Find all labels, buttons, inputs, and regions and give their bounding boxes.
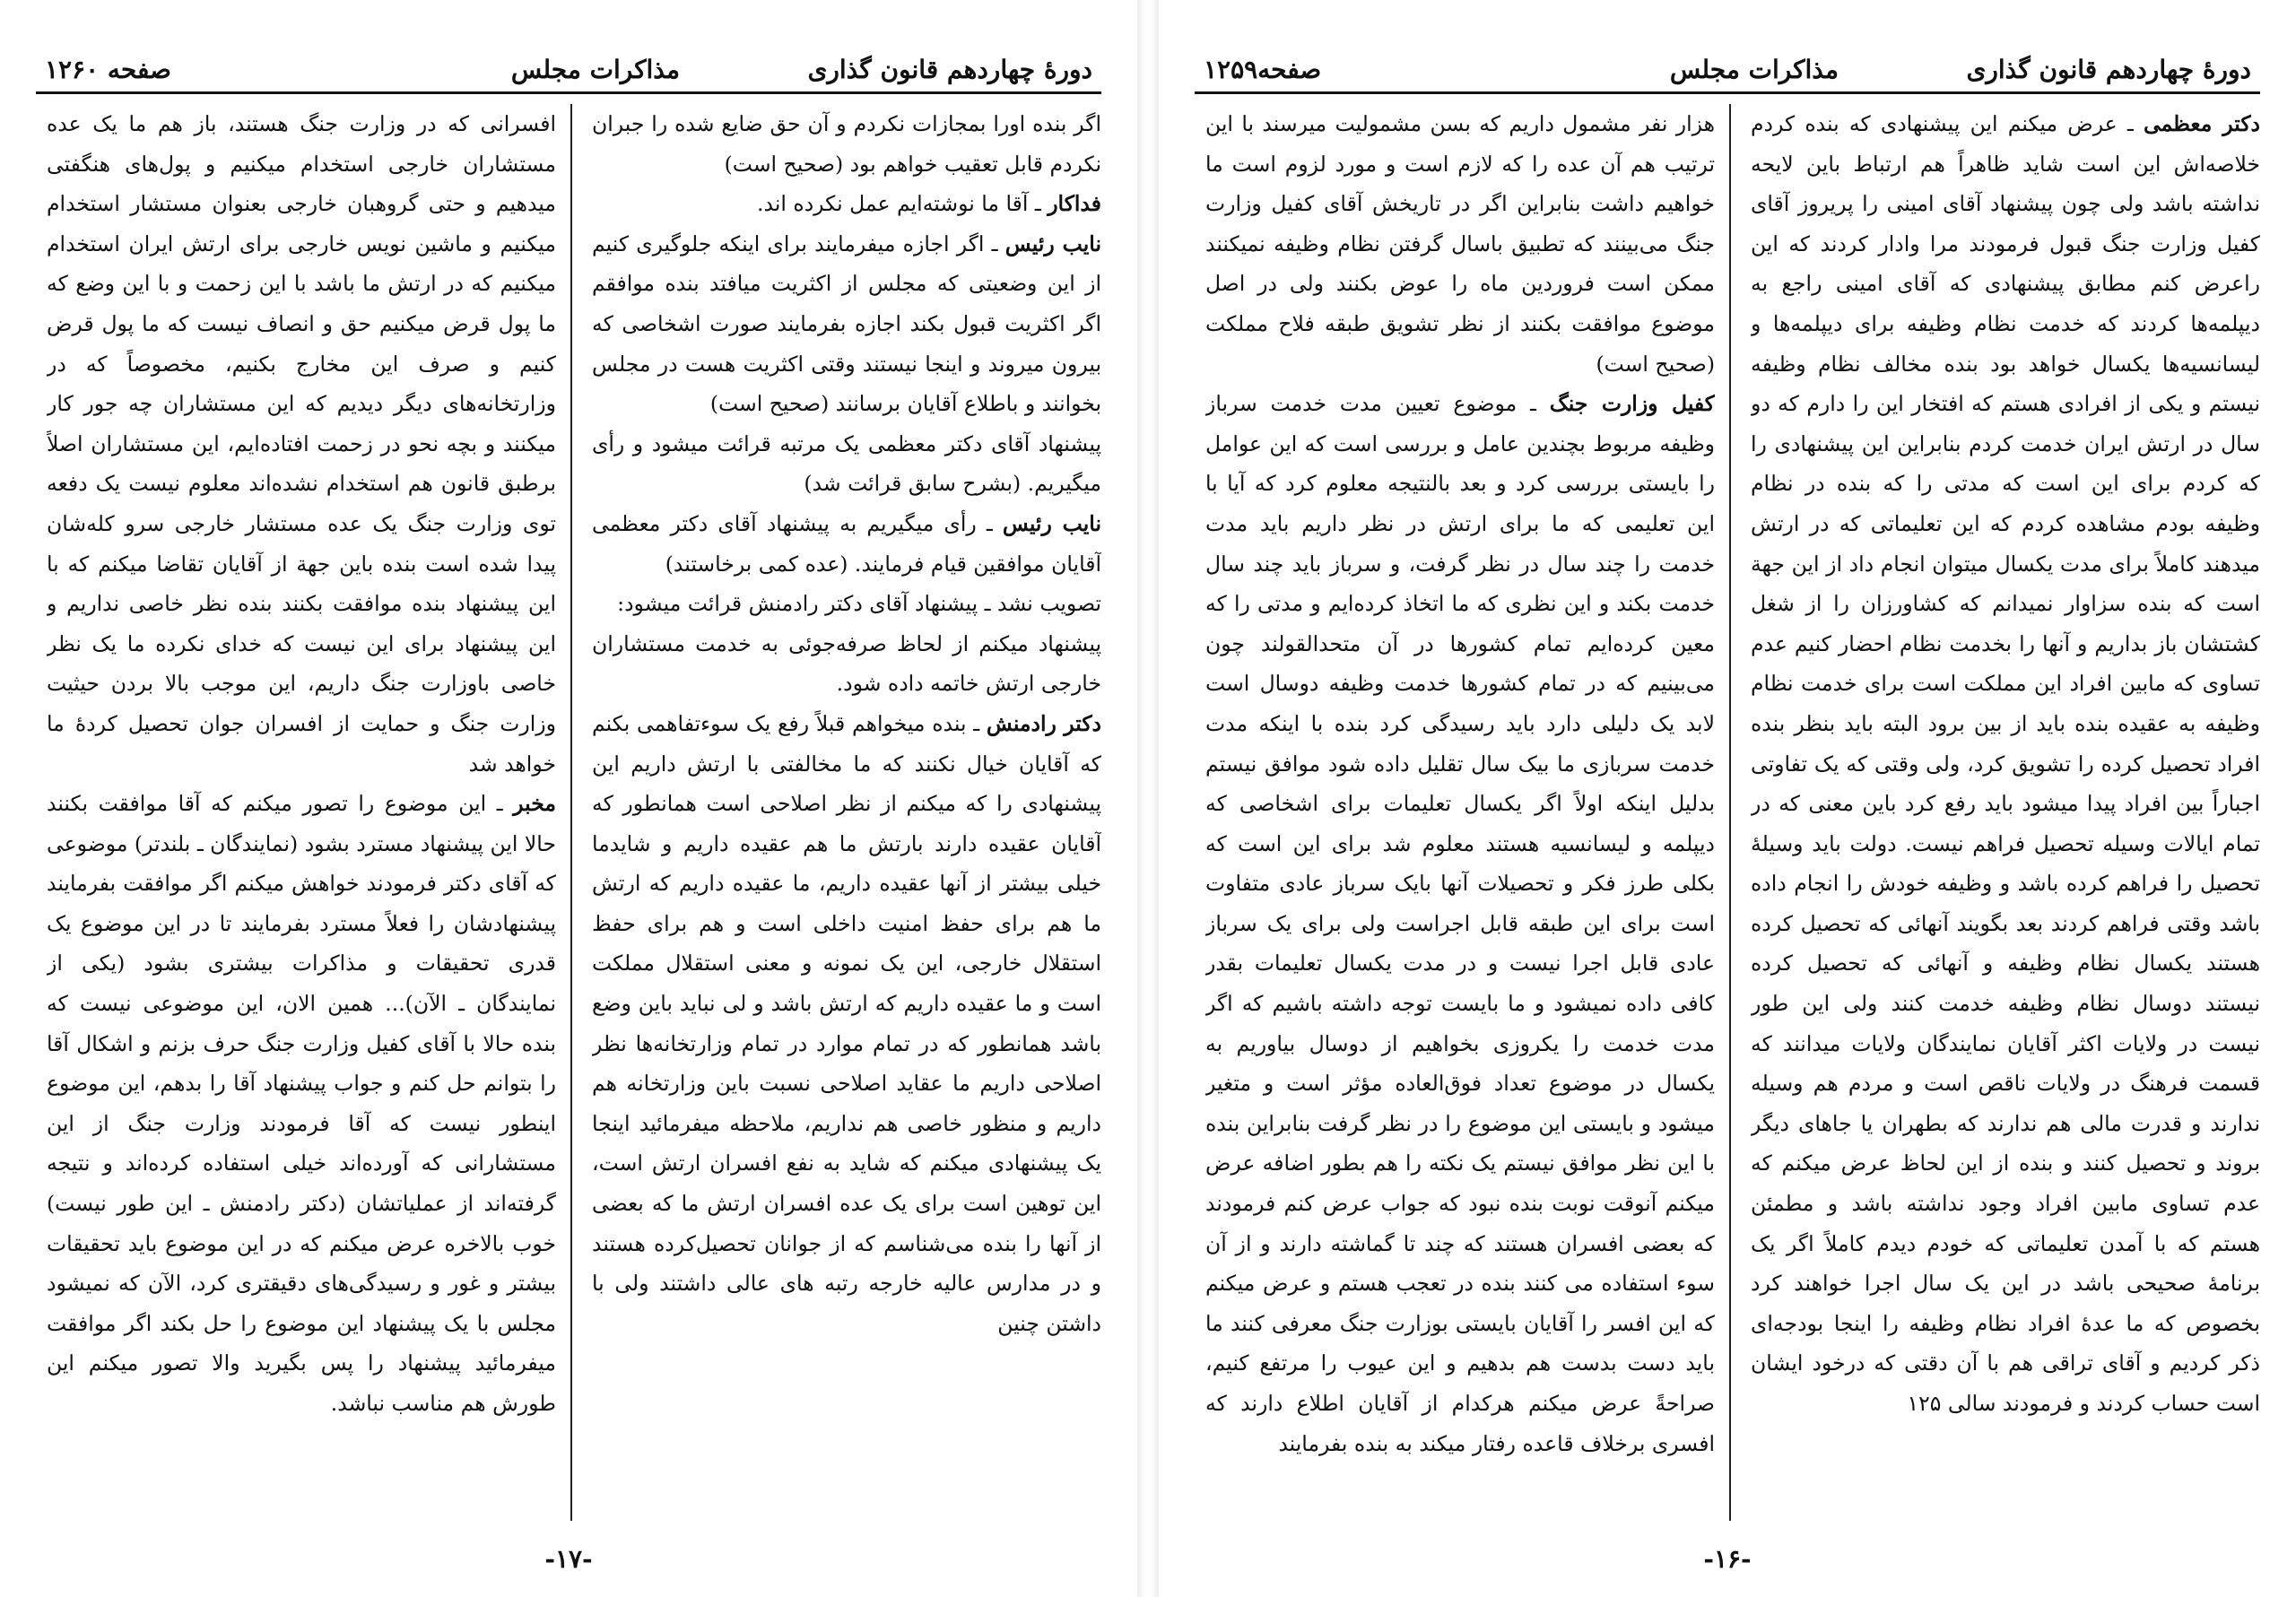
speaker-name: نایب رئیس xyxy=(1002,510,1101,536)
text-column-right xyxy=(592,104,1101,1521)
session-title: دورهٔ چهاردهم قانون گذاری xyxy=(1966,55,2251,84)
paragraph xyxy=(1205,384,1715,1463)
paragraph-text: ـ رأی میگیریم به پیشنهاد آقای دکتر معظمی آقایان موافقین قیام فرمایند. (عده کمی برخاستند) xyxy=(592,510,1101,577)
book-spine xyxy=(1137,0,1159,1597)
column-divider xyxy=(1729,104,1731,1521)
paragraph xyxy=(592,184,1101,224)
paragraph-text: ـ عرض میکنم این پیشنهادی که بنده کردم خلاصه‌اش این است شاید ظاهراً هم ارتباط باین لایحه نداشته باشد ولی چون پیشنهاد آقای امینی را پریروز آقای کفیل وزارت جنگ قبول فرمودند مرا وادار کردند که این راعرض کنم مطابق پیشنهادی که آقای امینی راجع به دیپلمه‌ها کردند که خدمت نظام وظیفه برای دیپلمه‌ها و لیسانسیه‌ها یکسال خواهد بود بنده مخالف نظام وظیفه نیستم و یکی از افرادی هستم که افتخار این را دارم که دو سال در ارتش ایران خدمت کردم بنابراین این پیشنهادی را که کردم برای این است که مدتی را که بنده در نظام وظیفه بودم مشاهده کردم که این تعلیماتی که در ارتش میدهند کاملاً برای مدت یکسال میتوان انجام داد از این جهة است که بنده سزاوار نمیدانم که کشاورزان را از شغل کشتشان باز بداریم و آنها را بخدمت نظام احضار کنیم عدم تساوی که مابین افراد این مملکت است برای خدمت نظام وظیفه به عقیده بنده باید از بین برود البته باید بنظر بنده افراد تحصیل کرده را تشویق کرد، ولی وقتی که یک تفاوتی اجباراً بین افراد پیدا میشود باید رفع کرد باین معنی که در تمام ایالات وسیله تحصیل فراهم نیست. دولت باید وسیلهٔ تحصیل را فراهم کرده باشد و وظیفه خودش را انجام داده باشد وقتی فراهم کردند بعد بگویند آنهائی که تحصیل کرده هستند یکسال نظام وظیفه و آنهائی که تحصیل کرده نیستند دوسال نظام وظیفه خدمت کنند ولی این طور نیست در ولایات اکثر آقایان نمایندگان ولایات میدانند که قسمت فرهنگ در ولایات ناقص است و مردم هم وسیله ندارند و قدرت مالی هم ندارند که بطهران یا جاهای دیگر بروند و تحصیل کنند و بنده از این لحاظ عرض میکنم که عدم تساوی مابین افراد وجود نداشته باشد و مطمئن هستم که با آمدن تعلیماتی که خودم دیدم کاملاً اگر یک برنامهٔ صحیحی باشد در این یک سال اجرا خواهند کرد بخصوص که ما عدهٔ افراد نظام وظیفه را اینجا بودجه‌ای ذکر کردیم و آقای تراقی هم با آن دقتی که درخود ایشان است حساب کردند و فرمودند سالی ۱۲۵ xyxy=(1751,111,2260,1416)
paragraph-text: اگر بنده اورا بمجازات نکردم و آن حق ضایع شده را جبران نکردم قابل تعقیب خواهم بود (صحیح است) xyxy=(592,111,1101,177)
page-header xyxy=(1195,41,2260,94)
paragraph-text: افسرانی که در وزارت جنگ هستند، باز هم ما یک عده مستشاران خارجی استخدام میکنیم و پول‌های هنگفتی میدهیم و حتی گروهبان خارجی بعنوان مستشار استخدام میکنیم و ماشین نویس خارجی برای ارتش ایران استخدام میکنیم که در ارتش ما باشد با این زحمت و با این وضع که ما پول قرض میکنیم حق و انصاف نیست که ما پول قرض کنیم و صرف این مخارج بکنیم، مخصوصاً که در وزارتخانه‌های دیگر دیدیم که این مستشاران چه جور کار میکنند و بچه نحو در زحمت افتاده‌ایم، این مستشاران اصلاً برطبق قانون هم استخدام نشده‌اند معلوم نیست یک دفعه توی وزارت جنگ یک عده مستشار خارجی سرو کله‌شان پیدا شده است بنده باین جهة از آقایان تقاضا میکنم که با این پیشنهاد بنده موافقت بکنند بنده نظر خاصی نداریم و این پیشنهاد برای این نیست که خدای نکرده ما یک نظر خاصی باوزارت جنگ داریم، این موجب بالا بردن حیثیت وزارت جنگ و حمایت از افسران جوان تحصیل کردهٔ ما خواهد شد xyxy=(47,111,556,777)
page-label: صفحه ۱۲۶۰ xyxy=(45,55,171,84)
publication-title: مذاکرات مجلس xyxy=(1669,55,1839,84)
paragraph xyxy=(47,784,556,1424)
text-column-right xyxy=(1751,104,2260,1521)
paragraph-text: هزار نفر مشمول داریم که بسن مشمولیت میرسند با این ترتیب هم آن عده را که لازم است و مورد لزوم است ما خواهیم داشت بنابراین اگر در تاریخش آقای کفیل وزارت جنگ می‌بینند که تطبیق باسال گرفتن نظام وظیفه نمیکنند ممکن است فروردین ماه را عوض بکنند ولی در اصل موضوع موافقت بکنند از نظر تشویق طبقه فلاح مملکت (صحیح است) xyxy=(1205,111,1715,377)
paragraph xyxy=(592,424,1101,504)
page-label: صفحه۱۲۵۹ xyxy=(1204,55,1322,84)
paragraph-text: ـ بنده میخواهم قبلاً رفع یک سوءتفاهمی بکنم که آقایان خیال نکنند که ما مخالفتی با ارتش داریم این پیشنهادی را که میکنم از نظر اصلاحی است همانطور که آقایان عقیده دارند بارتش ما هم عقیده داریم و شایدما خیلی بیشتر از آنها عقیده داریم، ما عقیده داریم که ارتش ما هم برای حفظ امنیت داخلی است و هم برای حفظ استقلال خارجی، این یک نمونه و معنی استقلال مملکت است و ما عقیده داریم که ارتش باشد و لی نباید باین وضع باشد همانطور که در تمام موارد در تمام وزارتخانه‌ها نظر اصلاحی داریم ما عقاید اصلاحی نسبت باین وزارتخانه هم داریم و منظور خاصی هم نداریم، ملاحظه میفرمائید اینجا یک پیشنهادی میکنم که شاید به نفع افسران ارتش است، این توهین است برای یک عده افسران ارتش ما که بعضی از آنها را بنده می‌شناسم که از جوانان تحصیل‌کرده هستند و در مدارس عالیه خارجه رتبه های عالی داشتند ولی با داشتن چنین xyxy=(592,710,1101,1336)
paragraph-text: پیشنهاد آقای دکتر معظمی یک مرتبه قرائت میشود و رأی میگیریم. (بشرح سابق قرائت شد) xyxy=(592,430,1101,497)
speaker-name: دکتر رادمنش xyxy=(986,710,1101,736)
text-column-left xyxy=(1205,104,1715,1521)
speaker-name: دکتر معظمی xyxy=(2143,111,2260,136)
paragraph-text: ـ این موضوع را تصور میکنم که آقا موافقت بکنند حالا این پیشنهاد مسترد بشود (نمایندگان ـ بلندتر) موضوعی که آقای دکتر فرمودند خواهش میکنم اگر موافقت بفرمایند پیشنهادشان را فعلاً مسترد بفرمایند تا در این موضوع یک قدری تحقیقات و مذاکرات بیشتری بشود (یکی از نمایندگان ـ الآن)... همین الان، این موضوعی نیست که بنده حالا با آقای کفیل وزارت جنگ حرف بزنم و اشکال آقا را بتوانم حل کنم و جواب پیشنهاد آقا را بدهم، این موضوع اینطور نیست که آقا فرمودند وزارت جنگ از این مستشارانی که آورده‌اند خیلی استفاده کرده‌اند و نتیجه گرفته‌اند از عملیاتشان (دکتر رادمنش ـ این طور نیست) خوب بالاخره عرض میکنم که در این موضوع باید تحقیقات بیشتر و غور و رسیدگی‌های دقیقتری کرد، الآن که نمیشود مجلس با یک پیشنهاد این موضوع را حل بکند اگر موافقت میفرمائید پیشنهاد را پس بگیرید والا تصور میکنم این طورش هم مناسب نباشد. xyxy=(47,791,556,1416)
speaker-name: نایب رئیس xyxy=(1004,230,1101,256)
speaker-name: مخبر xyxy=(513,791,556,817)
paragraph xyxy=(592,224,1101,424)
paragraph xyxy=(592,104,1101,184)
publication-title: مذاکرات مجلس xyxy=(510,55,680,84)
speaker-name: فداکار xyxy=(1048,191,1101,217)
session-title: دورهٔ چهاردهم قانون گذاری xyxy=(807,55,1092,84)
paragraph xyxy=(592,584,1101,624)
paragraph xyxy=(47,104,556,784)
text-column-left xyxy=(47,104,556,1521)
column-divider xyxy=(570,104,572,1521)
paragraph xyxy=(1205,104,1715,384)
paragraph xyxy=(592,504,1101,584)
page-number: -۱۶- xyxy=(1703,1544,1752,1574)
left-page xyxy=(0,0,1137,1597)
paragraph xyxy=(592,704,1101,1344)
paragraph-text: ـ اگر اجازه میفرمایند برای اینکه جلوگیری کنیم از این وضعیتی که مجلس از اکثریت میافتد بنده موافقم اگر اکثریت قبول بکند اجازه بفرمایند صورت اشخاصی که بیرون میروند و اینجا نیستند وقتی اکثریت هست در مجلس بخوانند و باطلاع آقایان برسانند (صحیح است) xyxy=(592,230,1101,417)
paragraph-text: تصویب نشد ـ پیشنهاد آقای دکتر رادمنش قرائت میشود: xyxy=(617,591,1101,617)
right-page xyxy=(1159,0,2296,1597)
page-number: -۱۷- xyxy=(544,1544,593,1574)
paragraph xyxy=(592,624,1101,704)
speaker-name: کفیل وزارت جنگ xyxy=(1549,391,1715,417)
paragraph-text: پیشنهاد میکنم از لحاظ صرفه‌جوئی به خدمت مستشاران خارجی ارتش خاتمه داده شود. xyxy=(592,630,1101,697)
paragraph-text: ـ موضوع تعیین مدت خدمت سرباز وظیفه مربوط بچندین عامل و بررسی است که این عوامل را بایستی بررسی کرد و بعد بالنتیجه معلوم کرد که آیا با این تعلیمی که ما برای ارتش در نظر داریم باید مدت خدمت را چند سال در نظر گرفت، و سرباز باید چند سال خدمت بکند و این نظری که ما اتخاذ کرده‌ایم و مدتی را که معین کرده‌ایم تمام کشورها در آن متحدالقولند چون می‌بینیم که در تمام کشورها خدمت وظیفه دوسال است لابد یک دلیلی دارد باید رسیدگی کرد بنده با اینکه مدت خدمت سربازی ما بیک سال تقلیل داده شود موافق نیستم بدلیل اینکه اولاً اگر یکسال تعلیمات برای اشخاصی که دیپلمه و لیسانسیه هستند معلوم شد برای این است که بکلی طرز فکر و تحصیلات آنها بایک سرباز عادی متفاوت است برای این طبقه قابل اجراست ولی برای یک سرباز عادی قابل اجرا نیست و در مدت یکسال تعلیمات بقدر کافی داده نمیشود و ما بایست توجه داشته باشیم که اگر مدت خدمت را یکروزی بخواهیم از دوسال بیاوریم به یکسال در موضوع تعداد فوق‌العاده مؤثر است و متغیر میشود و بایستی این موضوع را در نظر گرفت بنابراین بنده با این نظر موافق نیستم یک نکته را هم بطور اضافه عرض میکنم آنوقت نوبت بنده نبود که جواب عرض کنم فرمودند که بعضی افسران هستند که چند تا گماشته دارند و از آن سوء استفاده می کنند بنده در تعجب هستم و عرض میکنم که این افسر را آقایان بایستی بوزارت جنگ معرفی کنند ما باید دست بدست هم بدهیم و این عیوب را مرتفع کنیم، صراحةً عرض میکنم هرکدام از آقایان اطلاع دارند که افسری برخلاف قاعده رفتار میکند به بنده بفرمایند xyxy=(1205,391,1715,1456)
page-header xyxy=(36,41,1101,94)
paragraph-text: ـ آقا ما نوشته‌ایم عمل نکرده اند. xyxy=(757,191,1048,217)
paragraph xyxy=(1751,104,2260,1424)
